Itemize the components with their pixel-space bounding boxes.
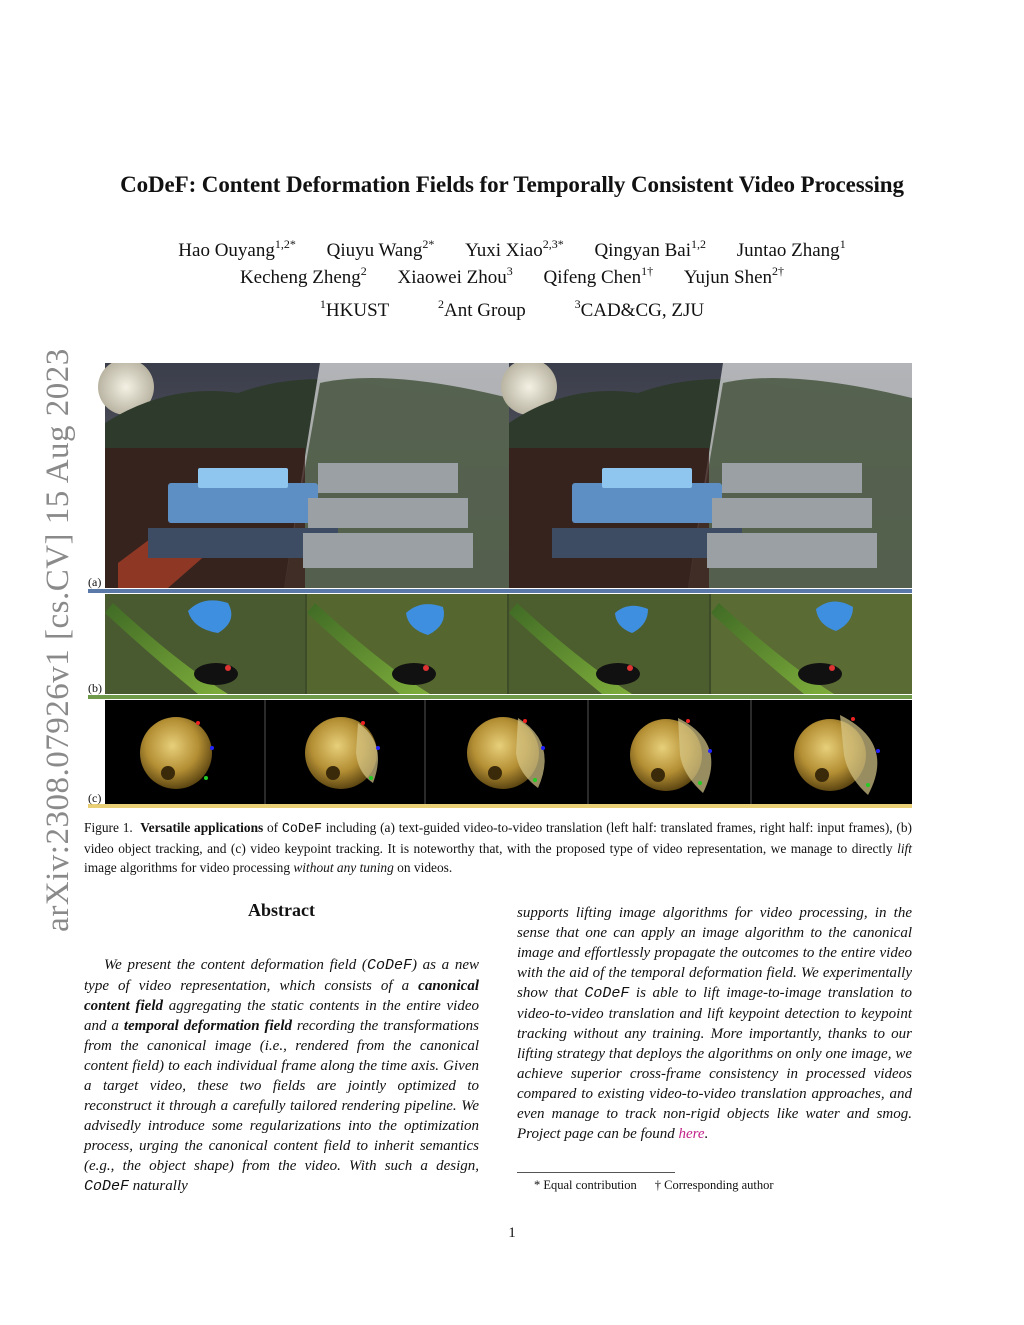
tracking-frame xyxy=(711,594,912,694)
author: Qiuyu Wang$^{2*}$ xyxy=(326,237,435,261)
affiliations xyxy=(80,297,944,322)
footnote-rule xyxy=(517,1172,675,1173)
row-a-video-translation xyxy=(88,363,912,593)
figure-label-a: (a) xyxy=(88,575,102,589)
arxiv-identifier: arXiv:2308.07926v1 [cs.CV] 15 Aug 2023 xyxy=(40,348,76,932)
project-page-link[interactable]: here xyxy=(678,1126,705,1142)
figure-caption: Figure 1. Versatile applications of CoDeF including (a) text-guided video-to-video translation (left half: translated frames, right half: input frames), (b) video object tracking, and (c) video keypoint tracking. It is noteworthy that, with the proposed type of video representation, we manage to directly lift image algorithms for video processing without any tuning on videos. xyxy=(84,820,912,875)
authors-line-2 xyxy=(80,264,944,289)
abstract-right-column: supports lifting image algorithms for video processing, in the sense that one can apply an image algorithm to the canonical image and effortlessly propagate the outcomes to the entire video with the aid of the temporal deformation field. We experimentally show that CoDeF is able to lift image-to-image translation to video-to-video translation and lift keypoint detection to keypoint tracking without any training. More importantly, thanks to our lifting strategy that deploys the algorithms on only one image, we achieve superior cross-frame consistency in processed videos compared to existing video-to-video translation approaches, and even manage to track non-rigid objects like water and smog. Project page can be found here. xyxy=(517,905,912,1142)
abstract-left-column: We present the content deformation field (CoDeF) as a new type of video representation, which consists of a canonical content field aggregating the static contents in the entire video and a temporal deformation field recording the transformations from the canonical image (i.e., rendered from the canonical content field) to each individual frame along the time axis. Given a target video, these two fields are jointly optimized to reconstruct it through a carefully tailored rendering pipeline. We advisedly introduce some regularizations into the optimization process, urging the canonical content field to inherit semantics (e.g., the object shape) from the video. With such a design, CoDeF naturally xyxy=(84,957,479,1195)
row-c-keypoint-tracking xyxy=(88,700,912,808)
author: Qifeng Chen$^{1\dagger}$ xyxy=(543,264,654,288)
authors-line-1 xyxy=(80,237,944,262)
figure-label-c: (c) xyxy=(88,791,102,805)
affiliation: $^1$HKUST xyxy=(319,297,390,321)
page-number: 1 xyxy=(508,1225,516,1241)
row-b-object-tracking xyxy=(88,594,912,699)
author: Qingyan Bai$^{1,2}$ xyxy=(594,237,707,261)
affiliation: $^3$CAD&CG, ZJU xyxy=(574,297,705,321)
author: Kecheng Zheng$^2$ xyxy=(239,264,367,288)
tracking-frame xyxy=(307,594,507,694)
figure-label-b: (b) xyxy=(88,681,102,695)
author: Yujun Shen$^{2\dagger}$ xyxy=(683,264,785,288)
figure-1-image xyxy=(88,363,912,808)
paper-title: CoDeF: Content Deformation Fields for Temporally Consistent Video Processing xyxy=(120,172,904,197)
figure-1 xyxy=(88,363,912,808)
abstract-heading: Abstract xyxy=(248,900,315,920)
author: Xiaowei Zhou$^3$ xyxy=(397,264,513,288)
affiliation: $^2$Ant Group xyxy=(438,297,526,321)
author: Yuxi Xiao$^{2,3*}$ xyxy=(465,237,564,261)
author: Juntao Zhang$^1$ xyxy=(736,237,846,261)
tracking-frame xyxy=(105,594,305,694)
tracking-frame xyxy=(509,594,709,694)
footnote: * Equal contribution † Corresponding author xyxy=(534,1178,774,1192)
author: Hao Ouyang$^{1,2*}$ xyxy=(178,237,296,261)
